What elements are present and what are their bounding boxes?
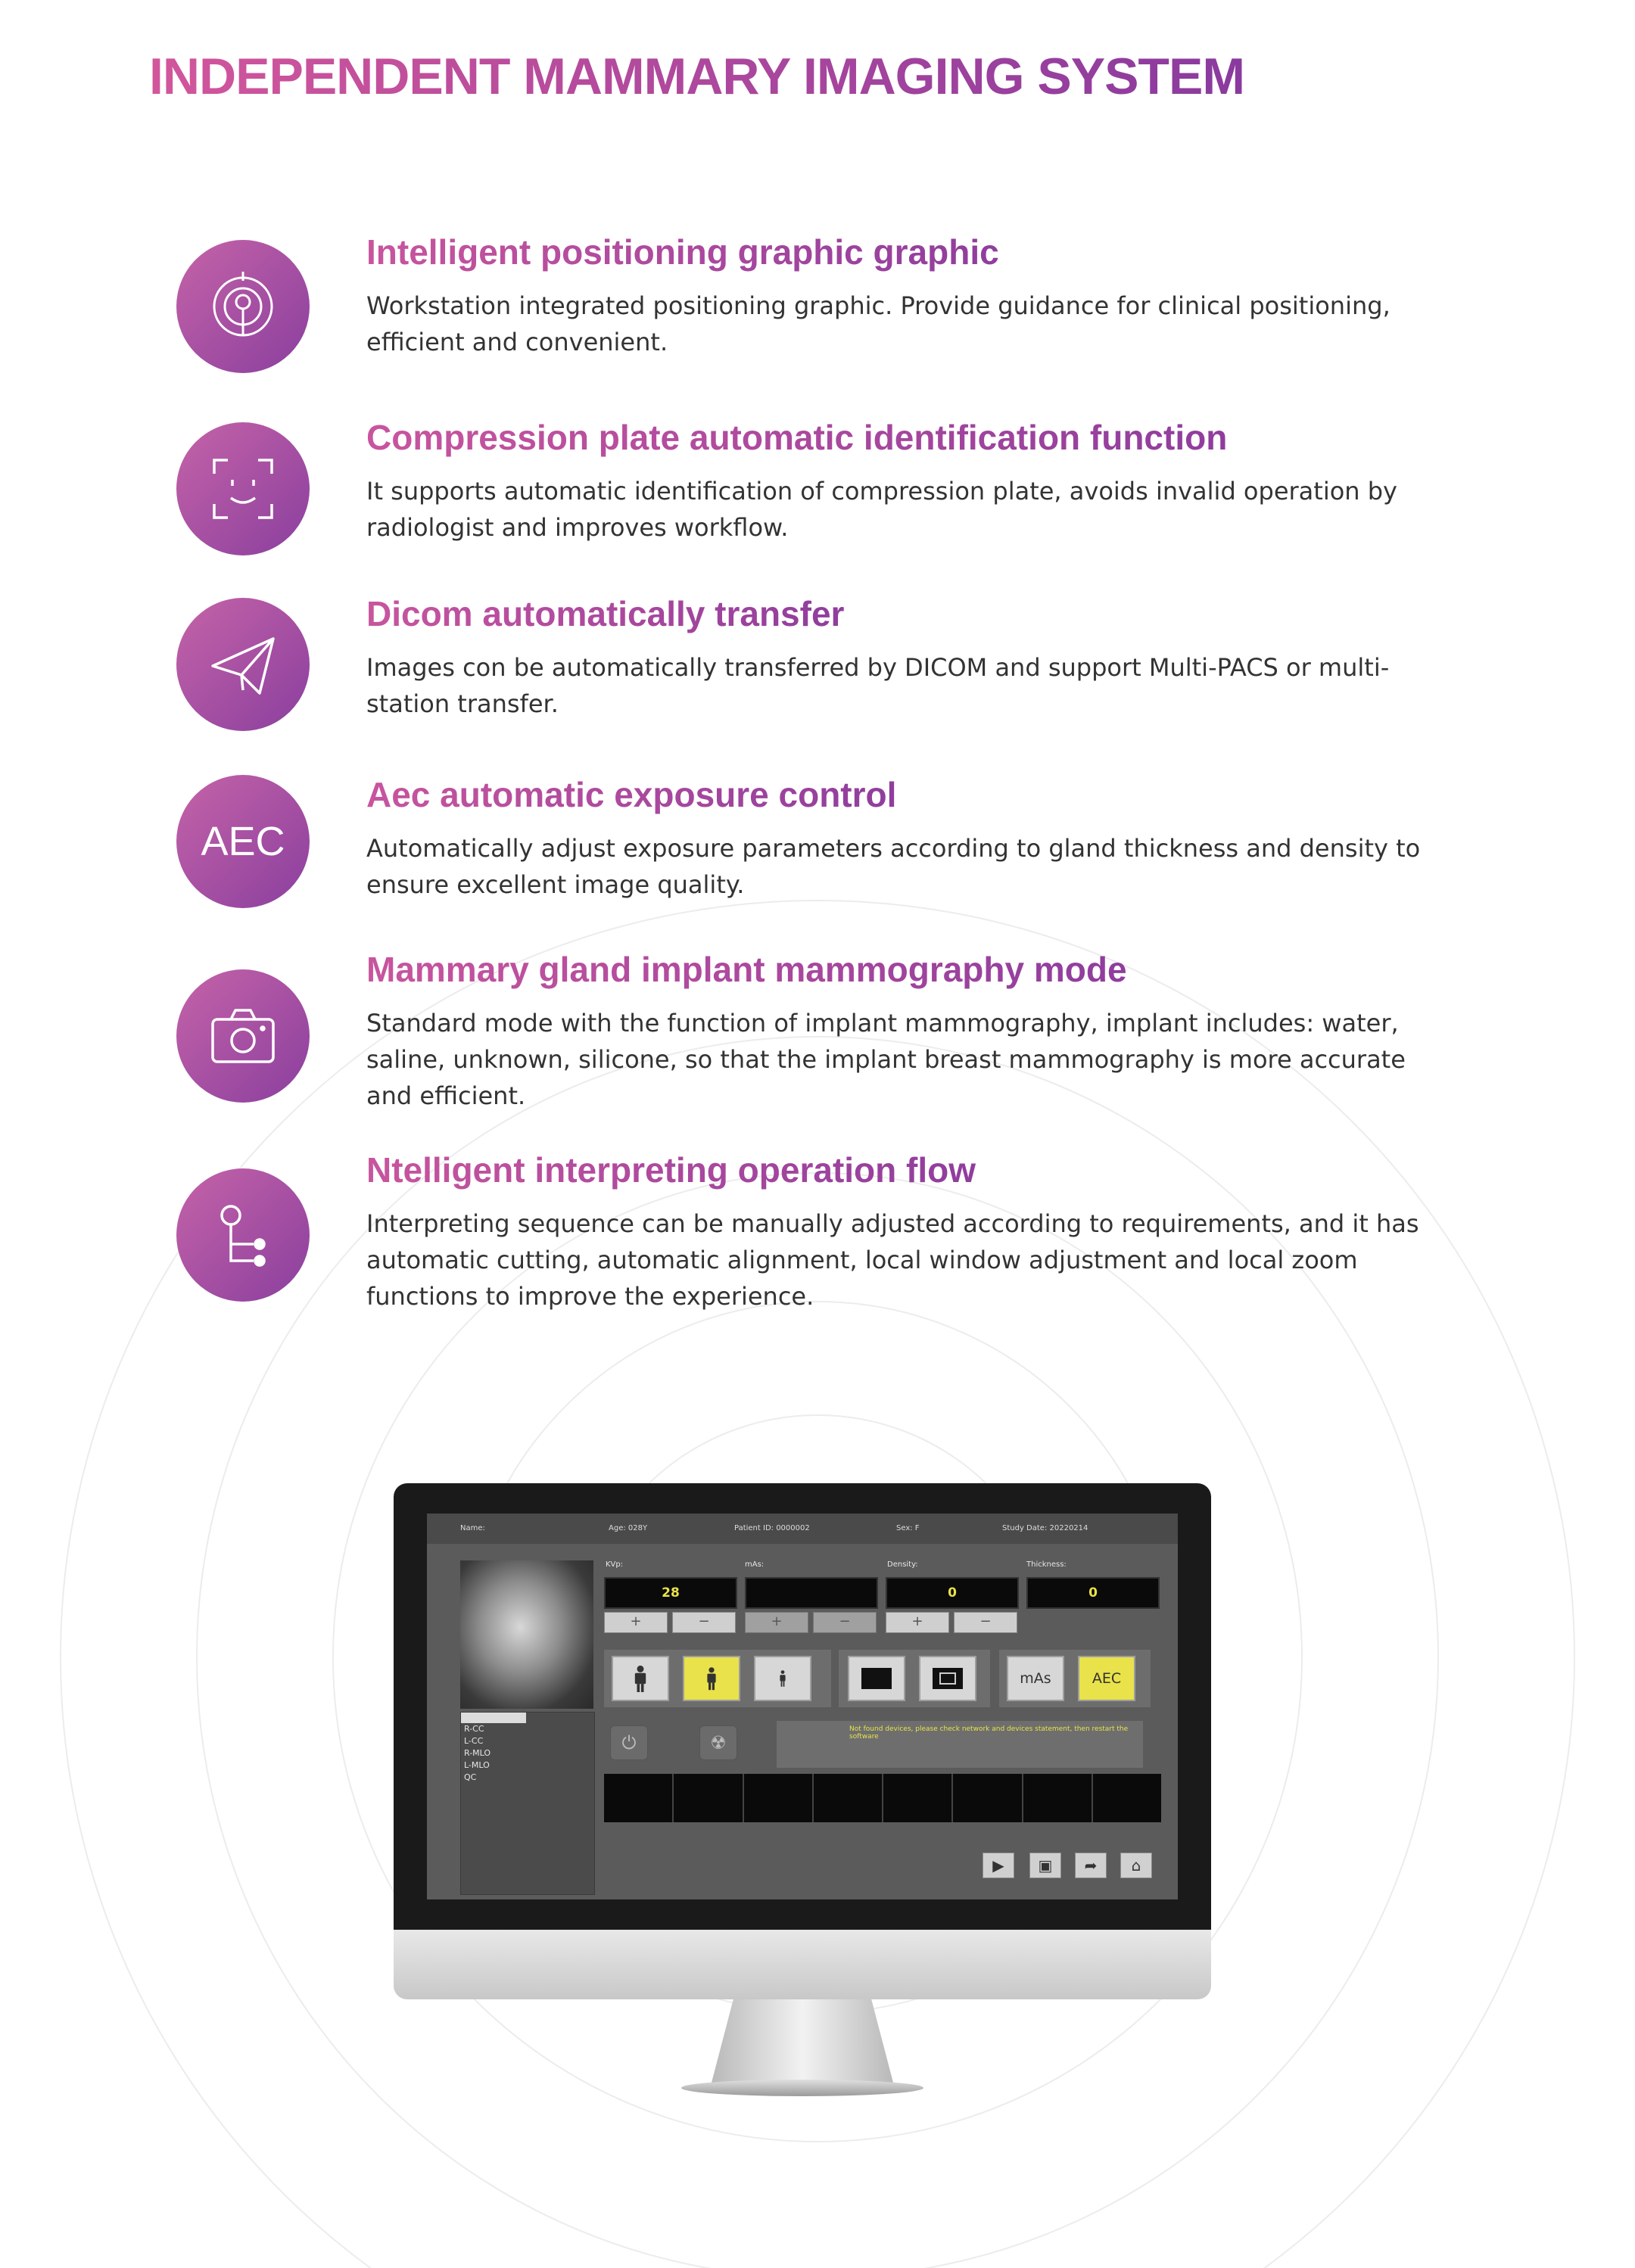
flow-branch-icon	[176, 1168, 310, 1302]
monitor-bezel	[394, 1483, 1211, 1930]
mas-decrease-button[interactable]: −	[813, 1612, 877, 1633]
play-icon[interactable]: ▶	[983, 1853, 1014, 1878]
thumbnail-slot[interactable]	[1023, 1774, 1093, 1822]
export-icon[interactable]: ➦	[1075, 1853, 1107, 1878]
monitor-base	[681, 2080, 923, 2096]
face-scan-icon	[176, 422, 310, 555]
patient-sex: Sex: F	[896, 1524, 920, 1532]
workstation-screen	[427, 1514, 1178, 1899]
feature-title: Aec automatic exposure control	[366, 775, 897, 814]
power-icon[interactable]: ⏻	[610, 1725, 648, 1760]
list-item[interactable]: L-MLO	[464, 1760, 490, 1770]
thickness-readout: 0	[1026, 1577, 1160, 1609]
aec-text-icon	[176, 775, 310, 908]
monitor-illustration	[394, 1483, 1211, 2104]
feature-title: Compression plate automatic identification function	[366, 418, 1228, 457]
person-small-icon[interactable]	[754, 1656, 811, 1701]
list-item[interactable]: R-CC	[464, 1724, 484, 1734]
kvp-decrease-button[interactable]: −	[672, 1612, 736, 1633]
camera-icon	[176, 969, 310, 1103]
feature-title: Dicom automatically transfer	[366, 594, 845, 633]
mammogram-thumbnail	[460, 1560, 593, 1709]
mas-label: mAs:	[745, 1560, 765, 1569]
mas-mode-button[interactable]: mAs	[1007, 1656, 1064, 1701]
view-list-header	[461, 1713, 526, 1723]
feature-description: Interpreting sequence can be manually adjusted according to requirements, and it has automatic cutting, automatic alignment, local window adjustment and local zoom functions to improve the experience.	[366, 1209, 1419, 1311]
monitor-stand	[712, 1999, 893, 2083]
full-field-icon[interactable]	[848, 1656, 905, 1701]
monitor-chin	[394, 1930, 1211, 1999]
page-title: INDEPENDENT MAMMARY IMAGING SYSTEM	[149, 48, 1244, 105]
kvp-readout: 28	[604, 1577, 737, 1609]
aec-icon-label: AEC	[201, 819, 285, 864]
density-label: Density:	[887, 1560, 918, 1569]
feature-title: Ntelligent interpreting operation flow	[366, 1150, 976, 1190]
density-readout: 0	[886, 1577, 1019, 1609]
mas-readout	[745, 1577, 878, 1609]
density-increase-button[interactable]: +	[886, 1612, 949, 1633]
list-item[interactable]: L-CC	[464, 1736, 484, 1746]
patient-name: Name:	[460, 1524, 485, 1532]
mas-increase-button[interactable]: +	[745, 1612, 808, 1633]
thickness-label: Thickness:	[1026, 1560, 1067, 1569]
feature-description: Standard mode with the function of implant mammography, implant includes: water, saline, unknown, silicone, so that the implant breast mammography is more accurate and efficient.	[366, 1009, 1406, 1110]
patient-id: Patient ID: 0000002	[734, 1524, 810, 1532]
person-medium-icon[interactable]	[683, 1656, 740, 1701]
thumbnail-slot[interactable]	[744, 1774, 814, 1822]
save-icon[interactable]: ▣	[1029, 1853, 1061, 1878]
feature-title: Mammary gland implant mammography mode	[366, 950, 1127, 989]
paper-plane-icon	[176, 598, 310, 731]
person-large-icon[interactable]	[612, 1656, 669, 1701]
view-list	[460, 1712, 595, 1895]
thumbnail-slot[interactable]	[953, 1774, 1023, 1822]
aec-mode-button[interactable]: AEC	[1078, 1656, 1135, 1701]
feature-title: Intelligent positioning graphic graphic	[366, 232, 999, 272]
thumbnail-slot[interactable]	[604, 1774, 674, 1822]
patient-age: Age: 028Y	[609, 1524, 648, 1532]
patient-info-bar	[427, 1514, 1178, 1544]
study-date: Study Date: 20220214	[1002, 1524, 1088, 1532]
feature-description: Images con be automatically transferred by DICOM and support Multi-PACS or multi-station transfer.	[366, 653, 1390, 718]
thumbnail-strip	[604, 1774, 1161, 1822]
home-icon[interactable]: ⌂	[1120, 1853, 1152, 1878]
feature-description: Automatically adjust exposure parameters according to gland thickness and density to ensure excellent image quality.	[366, 834, 1421, 899]
list-item[interactable]: R-MLO	[464, 1748, 491, 1758]
thumbnail-slot[interactable]	[1093, 1774, 1161, 1822]
positioning-target-icon	[176, 240, 310, 373]
kvp-label: KVp:	[606, 1560, 624, 1569]
radiation-icon[interactable]: ☢	[699, 1725, 737, 1760]
status-message: Not found devices, please check network and devices statement, then restart the software	[777, 1721, 1143, 1768]
thumbnail-slot[interactable]	[674, 1774, 743, 1822]
thumbnail-slot[interactable]	[883, 1774, 953, 1822]
feature-description: Workstation integrated positioning graphic. Provide guidance for clinical positioning, efficient and convenient.	[366, 291, 1391, 356]
feature-description: It supports automatic identification of compression plate, avoids invalid operation by radiologist and improves workflow.	[366, 477, 1397, 542]
density-decrease-button[interactable]: −	[954, 1612, 1017, 1633]
list-item[interactable]: QC	[464, 1772, 477, 1782]
thumbnail-slot[interactable]	[814, 1774, 883, 1822]
kvp-increase-button[interactable]: +	[604, 1612, 668, 1633]
spot-field-icon[interactable]	[919, 1656, 976, 1701]
